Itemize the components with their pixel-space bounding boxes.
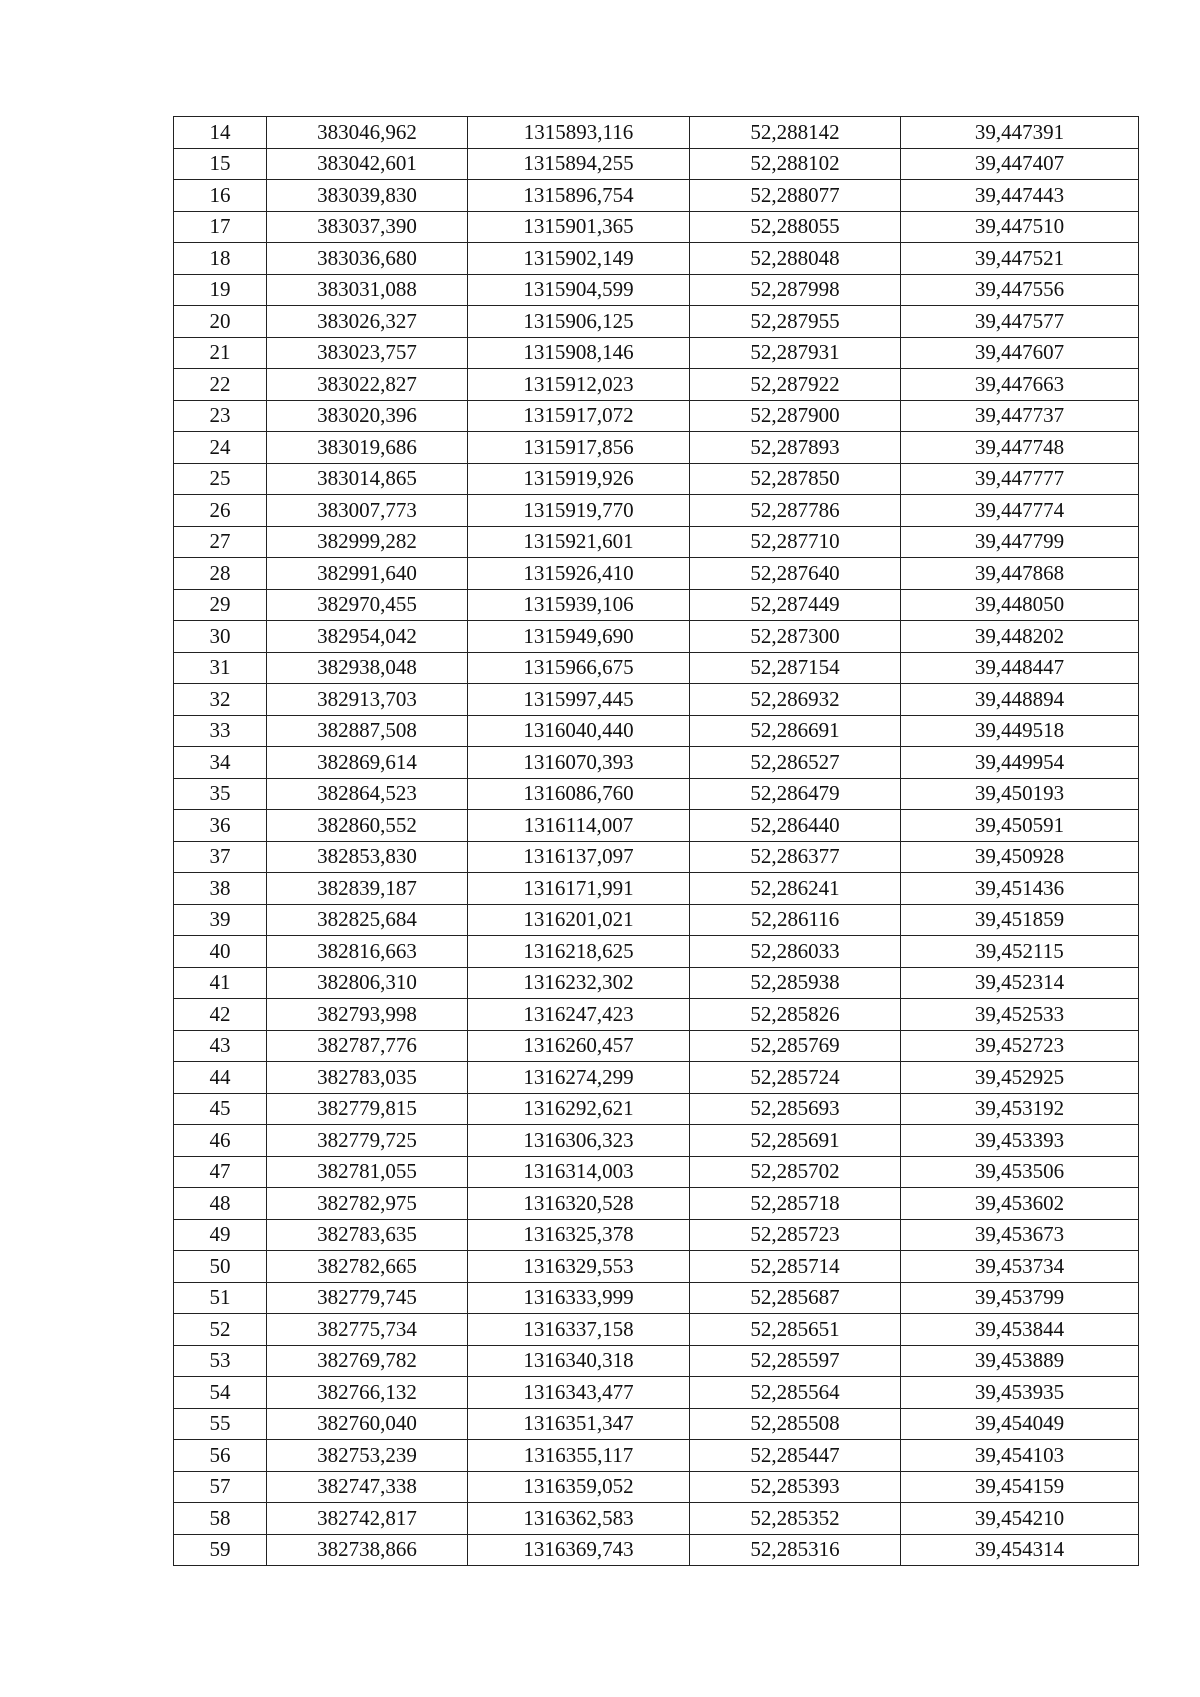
y-coordinate-cell: 1315894,255 [468, 148, 690, 180]
latitude-cell: 52,287300 [690, 621, 901, 653]
latitude-cell: 52,285714 [690, 1251, 901, 1283]
longitude-cell: 39,452115 [901, 936, 1139, 968]
y-coordinate-cell: 1316340,318 [468, 1345, 690, 1377]
latitude-cell: 52,285723 [690, 1219, 901, 1251]
longitude-cell: 39,453393 [901, 1125, 1139, 1157]
y-coordinate-cell: 1315901,365 [468, 211, 690, 243]
latitude-cell: 52,285316 [690, 1534, 901, 1566]
table-row [174, 684, 1139, 716]
table-row [174, 1062, 1139, 1094]
latitude-cell: 52,286440 [690, 810, 901, 842]
longitude-cell: 39,447774 [901, 495, 1139, 527]
latitude-cell: 52,285564 [690, 1377, 901, 1409]
point-number-cell: 36 [174, 810, 267, 842]
table-row [174, 1503, 1139, 1535]
y-coordinate-cell: 1315949,690 [468, 621, 690, 653]
longitude-cell: 39,447443 [901, 180, 1139, 212]
longitude-cell: 39,450591 [901, 810, 1139, 842]
latitude-cell: 52,288048 [690, 243, 901, 275]
table-row [174, 1188, 1139, 1220]
x-coordinate-cell: 382779,725 [267, 1125, 468, 1157]
x-coordinate-cell: 382860,552 [267, 810, 468, 842]
latitude-cell: 52,285352 [690, 1503, 901, 1535]
table-row [174, 621, 1139, 653]
longitude-cell: 39,452723 [901, 1030, 1139, 1062]
x-coordinate-cell: 382769,782 [267, 1345, 468, 1377]
latitude-cell: 52,285687 [690, 1282, 901, 1314]
x-coordinate-cell: 383026,327 [267, 306, 468, 338]
point-number-cell: 38 [174, 873, 267, 905]
y-coordinate-cell: 1315917,072 [468, 400, 690, 432]
x-coordinate-cell: 383042,601 [267, 148, 468, 180]
y-coordinate-cell: 1315906,125 [468, 306, 690, 338]
latitude-cell: 52,285826 [690, 999, 901, 1031]
table-row [174, 967, 1139, 999]
y-coordinate-cell: 1316306,323 [468, 1125, 690, 1157]
point-number-cell: 29 [174, 589, 267, 621]
y-coordinate-cell: 1316201,021 [468, 904, 690, 936]
longitude-cell: 39,451859 [901, 904, 1139, 936]
table-row [174, 337, 1139, 369]
latitude-cell: 52,285447 [690, 1440, 901, 1472]
latitude-cell: 52,287449 [690, 589, 901, 621]
table-row [174, 369, 1139, 401]
point-number-cell: 53 [174, 1345, 267, 1377]
longitude-cell: 39,453506 [901, 1156, 1139, 1188]
longitude-cell: 39,452314 [901, 967, 1139, 999]
table-row [174, 841, 1139, 873]
latitude-cell: 52,285597 [690, 1345, 901, 1377]
point-number-cell: 30 [174, 621, 267, 653]
latitude-cell: 52,285769 [690, 1030, 901, 1062]
point-number-cell: 17 [174, 211, 267, 243]
longitude-cell: 39,447510 [901, 211, 1139, 243]
point-number-cell: 47 [174, 1156, 267, 1188]
point-number-cell: 49 [174, 1219, 267, 1251]
point-number-cell: 21 [174, 337, 267, 369]
x-coordinate-cell: 382779,815 [267, 1093, 468, 1125]
table-row [174, 873, 1139, 905]
table-row [174, 810, 1139, 842]
coordinates-table-body [174, 117, 1139, 1566]
point-number-cell: 14 [174, 117, 267, 149]
latitude-cell: 52,285693 [690, 1093, 901, 1125]
x-coordinate-cell: 382742,817 [267, 1503, 468, 1535]
longitude-cell: 39,448050 [901, 589, 1139, 621]
latitude-cell: 52,285651 [690, 1314, 901, 1346]
point-number-cell: 18 [174, 243, 267, 275]
longitude-cell: 39,447737 [901, 400, 1139, 432]
y-coordinate-cell: 1315997,445 [468, 684, 690, 716]
x-coordinate-cell: 382738,866 [267, 1534, 468, 1566]
y-coordinate-cell: 1315902,149 [468, 243, 690, 275]
y-coordinate-cell: 1315908,146 [468, 337, 690, 369]
x-coordinate-cell: 383019,686 [267, 432, 468, 464]
y-coordinate-cell: 1316369,743 [468, 1534, 690, 1566]
x-coordinate-cell: 382864,523 [267, 778, 468, 810]
longitude-cell: 39,452925 [901, 1062, 1139, 1094]
y-coordinate-cell: 1316325,378 [468, 1219, 690, 1251]
table-row [174, 432, 1139, 464]
longitude-cell: 39,448894 [901, 684, 1139, 716]
point-number-cell: 43 [174, 1030, 267, 1062]
point-number-cell: 35 [174, 778, 267, 810]
x-coordinate-cell: 383020,396 [267, 400, 468, 432]
point-number-cell: 44 [174, 1062, 267, 1094]
y-coordinate-cell: 1316086,760 [468, 778, 690, 810]
table-row [174, 1219, 1139, 1251]
y-coordinate-cell: 1315966,675 [468, 652, 690, 684]
longitude-cell: 39,448447 [901, 652, 1139, 684]
y-coordinate-cell: 1315917,856 [468, 432, 690, 464]
y-coordinate-cell: 1316274,299 [468, 1062, 690, 1094]
y-coordinate-cell: 1316292,621 [468, 1093, 690, 1125]
point-number-cell: 56 [174, 1440, 267, 1472]
x-coordinate-cell: 382781,055 [267, 1156, 468, 1188]
point-number-cell: 15 [174, 148, 267, 180]
longitude-cell: 39,453192 [901, 1093, 1139, 1125]
table-row [174, 747, 1139, 779]
point-number-cell: 19 [174, 274, 267, 306]
table-row [174, 1093, 1139, 1125]
table-row [174, 1377, 1139, 1409]
x-coordinate-cell: 382766,132 [267, 1377, 468, 1409]
longitude-cell: 39,454210 [901, 1503, 1139, 1535]
x-coordinate-cell: 382954,042 [267, 621, 468, 653]
latitude-cell: 52,287710 [690, 526, 901, 558]
x-coordinate-cell: 383036,680 [267, 243, 468, 275]
point-number-cell: 22 [174, 369, 267, 401]
table-row [174, 495, 1139, 527]
longitude-cell: 39,451436 [901, 873, 1139, 905]
y-coordinate-cell: 1315939,106 [468, 589, 690, 621]
x-coordinate-cell: 382970,455 [267, 589, 468, 621]
x-coordinate-cell: 382839,187 [267, 873, 468, 905]
x-coordinate-cell: 382991,640 [267, 558, 468, 590]
longitude-cell: 39,447556 [901, 274, 1139, 306]
latitude-cell: 52,285691 [690, 1125, 901, 1157]
y-coordinate-cell: 1316218,625 [468, 936, 690, 968]
table-row [174, 1282, 1139, 1314]
x-coordinate-cell: 383037,390 [267, 211, 468, 243]
point-number-cell: 57 [174, 1471, 267, 1503]
longitude-cell: 39,453673 [901, 1219, 1139, 1251]
x-coordinate-cell: 382869,614 [267, 747, 468, 779]
latitude-cell: 52,287850 [690, 463, 901, 495]
longitude-cell: 39,449954 [901, 747, 1139, 779]
point-number-cell: 54 [174, 1377, 267, 1409]
longitude-cell: 39,453935 [901, 1377, 1139, 1409]
x-coordinate-cell: 383023,757 [267, 337, 468, 369]
point-number-cell: 41 [174, 967, 267, 999]
point-number-cell: 34 [174, 747, 267, 779]
latitude-cell: 52,286033 [690, 936, 901, 968]
y-coordinate-cell: 1316314,003 [468, 1156, 690, 1188]
table-row [174, 274, 1139, 306]
longitude-cell: 39,448202 [901, 621, 1139, 653]
y-coordinate-cell: 1315912,023 [468, 369, 690, 401]
point-number-cell: 28 [174, 558, 267, 590]
latitude-cell: 52,286241 [690, 873, 901, 905]
latitude-cell: 52,285508 [690, 1408, 901, 1440]
latitude-cell: 52,287900 [690, 400, 901, 432]
y-coordinate-cell: 1316359,052 [468, 1471, 690, 1503]
x-coordinate-cell: 383014,865 [267, 463, 468, 495]
x-coordinate-cell: 382783,035 [267, 1062, 468, 1094]
x-coordinate-cell: 382825,684 [267, 904, 468, 936]
x-coordinate-cell: 383046,962 [267, 117, 468, 149]
latitude-cell: 52,287640 [690, 558, 901, 590]
y-coordinate-cell: 1316232,302 [468, 967, 690, 999]
latitude-cell: 52,287786 [690, 495, 901, 527]
y-coordinate-cell: 1316351,347 [468, 1408, 690, 1440]
point-number-cell: 48 [174, 1188, 267, 1220]
table-row [174, 558, 1139, 590]
y-coordinate-cell: 1316070,393 [468, 747, 690, 779]
y-coordinate-cell: 1315921,601 [468, 526, 690, 558]
table-row [174, 1440, 1139, 1472]
latitude-cell: 52,286932 [690, 684, 901, 716]
y-coordinate-cell: 1315896,754 [468, 180, 690, 212]
latitude-cell: 52,287922 [690, 369, 901, 401]
y-coordinate-cell: 1316247,423 [468, 999, 690, 1031]
latitude-cell: 52,287893 [690, 432, 901, 464]
longitude-cell: 39,453734 [901, 1251, 1139, 1283]
table-row [174, 1408, 1139, 1440]
y-coordinate-cell: 1316114,007 [468, 810, 690, 842]
table-row [174, 211, 1139, 243]
latitude-cell: 52,286479 [690, 778, 901, 810]
y-coordinate-cell: 1316362,583 [468, 1503, 690, 1535]
longitude-cell: 39,454103 [901, 1440, 1139, 1472]
longitude-cell: 39,453844 [901, 1314, 1139, 1346]
table-row [174, 463, 1139, 495]
table-row [174, 715, 1139, 747]
table-row [174, 1030, 1139, 1062]
x-coordinate-cell: 382793,998 [267, 999, 468, 1031]
point-number-cell: 59 [174, 1534, 267, 1566]
x-coordinate-cell: 383007,773 [267, 495, 468, 527]
table-row [174, 904, 1139, 936]
x-coordinate-cell: 383031,088 [267, 274, 468, 306]
longitude-cell: 39,447577 [901, 306, 1139, 338]
table-row [174, 778, 1139, 810]
y-coordinate-cell: 1316137,097 [468, 841, 690, 873]
latitude-cell: 52,288142 [690, 117, 901, 149]
table-row [174, 526, 1139, 558]
y-coordinate-cell: 1315919,770 [468, 495, 690, 527]
x-coordinate-cell: 382913,703 [267, 684, 468, 716]
longitude-cell: 39,447407 [901, 148, 1139, 180]
table-row [174, 1251, 1139, 1283]
x-coordinate-cell: 382887,508 [267, 715, 468, 747]
longitude-cell: 39,452533 [901, 999, 1139, 1031]
latitude-cell: 52,287955 [690, 306, 901, 338]
table-row [174, 117, 1139, 149]
y-coordinate-cell: 1316337,158 [468, 1314, 690, 1346]
x-coordinate-cell: 382779,745 [267, 1282, 468, 1314]
x-coordinate-cell: 382782,665 [267, 1251, 468, 1283]
longitude-cell: 39,449518 [901, 715, 1139, 747]
x-coordinate-cell: 383022,827 [267, 369, 468, 401]
point-number-cell: 31 [174, 652, 267, 684]
point-number-cell: 33 [174, 715, 267, 747]
longitude-cell: 39,447521 [901, 243, 1139, 275]
longitude-cell: 39,447868 [901, 558, 1139, 590]
y-coordinate-cell: 1316260,457 [468, 1030, 690, 1062]
latitude-cell: 52,287998 [690, 274, 901, 306]
x-coordinate-cell: 382806,310 [267, 967, 468, 999]
latitude-cell: 52,285938 [690, 967, 901, 999]
latitude-cell: 52,287931 [690, 337, 901, 369]
y-coordinate-cell: 1316333,999 [468, 1282, 690, 1314]
longitude-cell: 39,453889 [901, 1345, 1139, 1377]
x-coordinate-cell: 382775,734 [267, 1314, 468, 1346]
x-coordinate-cell: 382783,635 [267, 1219, 468, 1251]
longitude-cell: 39,454314 [901, 1534, 1139, 1566]
point-number-cell: 58 [174, 1503, 267, 1535]
point-number-cell: 26 [174, 495, 267, 527]
latitude-cell: 52,285393 [690, 1471, 901, 1503]
y-coordinate-cell: 1315919,926 [468, 463, 690, 495]
point-number-cell: 40 [174, 936, 267, 968]
point-number-cell: 39 [174, 904, 267, 936]
latitude-cell: 52,288077 [690, 180, 901, 212]
y-coordinate-cell: 1316320,528 [468, 1188, 690, 1220]
table-row [174, 1125, 1139, 1157]
point-number-cell: 25 [174, 463, 267, 495]
latitude-cell: 52,288102 [690, 148, 901, 180]
point-number-cell: 42 [174, 999, 267, 1031]
longitude-cell: 39,453602 [901, 1188, 1139, 1220]
table-row [174, 1345, 1139, 1377]
x-coordinate-cell: 382999,282 [267, 526, 468, 558]
table-row [174, 1156, 1139, 1188]
x-coordinate-cell: 382782,975 [267, 1188, 468, 1220]
point-number-cell: 55 [174, 1408, 267, 1440]
latitude-cell: 52,286527 [690, 747, 901, 779]
point-number-cell: 50 [174, 1251, 267, 1283]
longitude-cell: 39,454159 [901, 1471, 1139, 1503]
table-row [174, 180, 1139, 212]
table-row [174, 243, 1139, 275]
longitude-cell: 39,447607 [901, 337, 1139, 369]
y-coordinate-cell: 1315893,116 [468, 117, 690, 149]
longitude-cell: 39,454049 [901, 1408, 1139, 1440]
x-coordinate-cell: 382816,663 [267, 936, 468, 968]
x-coordinate-cell: 382753,239 [267, 1440, 468, 1472]
table-row [174, 652, 1139, 684]
y-coordinate-cell: 1316171,991 [468, 873, 690, 905]
table-row [174, 589, 1139, 621]
y-coordinate-cell: 1316343,477 [468, 1377, 690, 1409]
coordinates-table [173, 116, 1139, 1566]
table-row [174, 306, 1139, 338]
table-row [174, 1534, 1139, 1566]
x-coordinate-cell: 382938,048 [267, 652, 468, 684]
point-number-cell: 16 [174, 180, 267, 212]
longitude-cell: 39,450928 [901, 841, 1139, 873]
x-coordinate-cell: 382853,830 [267, 841, 468, 873]
point-number-cell: 45 [174, 1093, 267, 1125]
point-number-cell: 46 [174, 1125, 267, 1157]
y-coordinate-cell: 1315926,410 [468, 558, 690, 590]
x-coordinate-cell: 382787,776 [267, 1030, 468, 1062]
y-coordinate-cell: 1316040,440 [468, 715, 690, 747]
longitude-cell: 39,447777 [901, 463, 1139, 495]
point-number-cell: 23 [174, 400, 267, 432]
point-number-cell: 24 [174, 432, 267, 464]
latitude-cell: 52,285702 [690, 1156, 901, 1188]
point-number-cell: 52 [174, 1314, 267, 1346]
latitude-cell: 52,287154 [690, 652, 901, 684]
latitude-cell: 52,286377 [690, 841, 901, 873]
x-coordinate-cell: 382747,338 [267, 1471, 468, 1503]
longitude-cell: 39,453799 [901, 1282, 1139, 1314]
latitude-cell: 52,285724 [690, 1062, 901, 1094]
point-number-cell: 20 [174, 306, 267, 338]
longitude-cell: 39,447391 [901, 117, 1139, 149]
table-row [174, 148, 1139, 180]
y-coordinate-cell: 1315904,599 [468, 274, 690, 306]
point-number-cell: 37 [174, 841, 267, 873]
x-coordinate-cell: 382760,040 [267, 1408, 468, 1440]
table-row [174, 999, 1139, 1031]
longitude-cell: 39,447799 [901, 526, 1139, 558]
table-row [174, 400, 1139, 432]
longitude-cell: 39,450193 [901, 778, 1139, 810]
table-row [174, 1471, 1139, 1503]
point-number-cell: 27 [174, 526, 267, 558]
longitude-cell: 39,447663 [901, 369, 1139, 401]
latitude-cell: 52,285718 [690, 1188, 901, 1220]
latitude-cell: 52,286691 [690, 715, 901, 747]
latitude-cell: 52,288055 [690, 211, 901, 243]
table-row [174, 1314, 1139, 1346]
latitude-cell: 52,286116 [690, 904, 901, 936]
y-coordinate-cell: 1316329,553 [468, 1251, 690, 1283]
point-number-cell: 51 [174, 1282, 267, 1314]
point-number-cell: 32 [174, 684, 267, 716]
y-coordinate-cell: 1316355,117 [468, 1440, 690, 1472]
x-coordinate-cell: 383039,830 [267, 180, 468, 212]
table-row [174, 936, 1139, 968]
longitude-cell: 39,447748 [901, 432, 1139, 464]
